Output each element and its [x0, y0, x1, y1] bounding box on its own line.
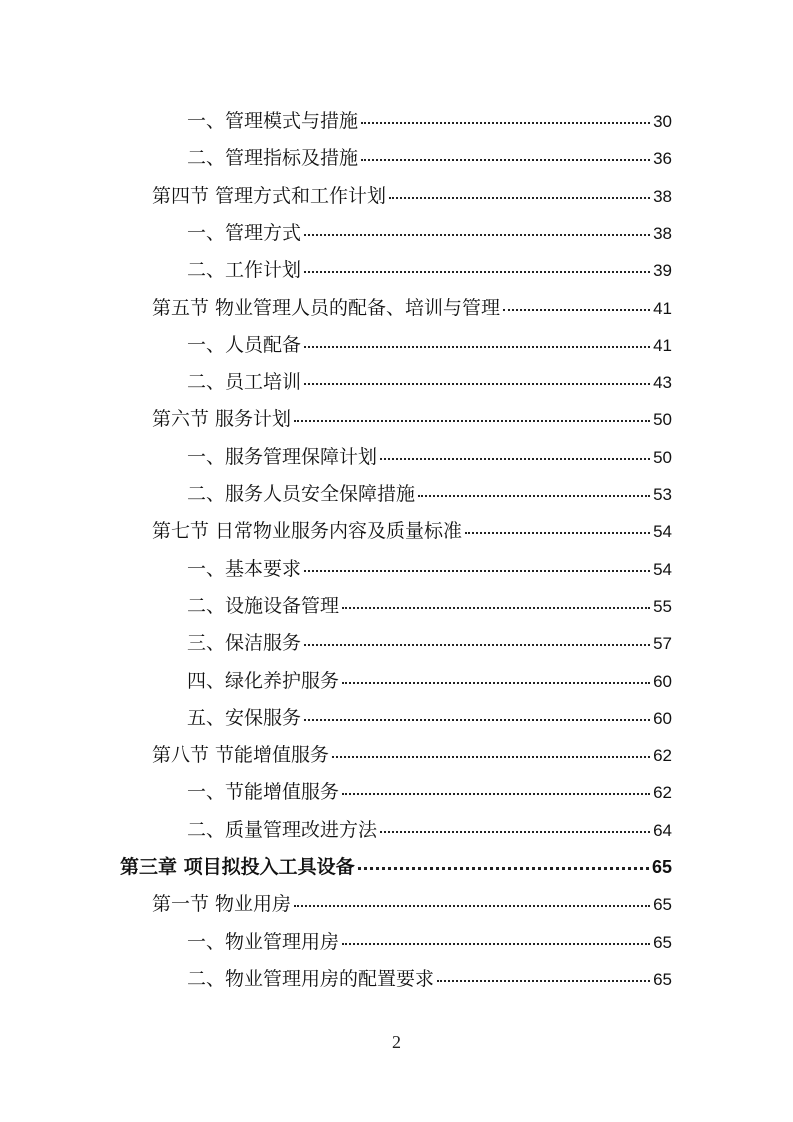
toc-entry-page: 65 [651, 857, 672, 877]
toc-entry[interactable] [187, 255, 672, 283]
dot-leader [380, 828, 650, 833]
dot-leader [304, 343, 650, 348]
toc-entry[interactable] [187, 330, 672, 358]
toc-entry-page: 39 [653, 261, 672, 280]
toc-entry-title: 一、节能增值服务 [187, 781, 340, 803]
toc-entry-page: 60 [653, 709, 672, 728]
toc-entry-page: 65 [653, 895, 672, 914]
dot-leader [437, 977, 650, 982]
dot-leader [304, 231, 650, 236]
toc-entry-title: 二、物业管理用房的配置要求 [187, 968, 435, 990]
dot-leader [465, 529, 650, 534]
toc-entry-page: 41 [653, 336, 672, 355]
dot-leader [342, 679, 650, 684]
toc-entry-title: 二、设施设备管理 [187, 595, 340, 617]
dot-leader [304, 268, 650, 273]
toc-entry[interactable] [120, 852, 672, 880]
toc-entry-title: 一、人员配备 [187, 334, 302, 356]
dot-leader [294, 902, 650, 907]
toc-entry[interactable] [152, 740, 672, 768]
dot-leader [503, 306, 650, 311]
dot-leader [304, 380, 650, 385]
toc-entry-title: 一、管理模式与措施 [187, 110, 359, 132]
dot-leader [361, 119, 650, 124]
toc-entry-title: 二、管理指标及措施 [187, 147, 359, 169]
toc-entry[interactable] [187, 143, 672, 171]
toc-entry[interactable] [187, 927, 672, 955]
toc-entry-title: 二、质量管理改进方法 [187, 819, 378, 841]
toc-entry[interactable] [187, 628, 672, 656]
toc-entry-page: 36 [653, 149, 672, 168]
dot-leader [418, 492, 650, 497]
dot-leader [342, 604, 650, 609]
toc-entry-title: 一、服务管理保障计划 [187, 446, 378, 468]
page-number: 2 [392, 1032, 401, 1052]
toc-entry[interactable] [152, 293, 672, 321]
toc-entry-title: 四、绿化养护服务 [187, 670, 340, 692]
toc-entry-page: 43 [653, 373, 672, 392]
toc-entry[interactable] [152, 516, 672, 544]
toc-entry-page: 64 [653, 821, 672, 840]
toc-entry[interactable] [187, 442, 672, 470]
toc-entry[interactable] [152, 404, 672, 432]
toc-entry-title: 一、基本要求 [187, 558, 302, 580]
toc-entry-page: 41 [653, 299, 672, 318]
dot-leader [342, 790, 650, 795]
toc-entry-title: 第六节 服务计划 [152, 408, 292, 430]
dot-leader [304, 716, 650, 721]
toc-entry-title: 二、工作计划 [187, 259, 302, 281]
dot-leader [389, 194, 650, 199]
toc-entry[interactable] [187, 367, 672, 395]
toc-entry[interactable] [187, 964, 672, 992]
toc-entry[interactable] [152, 181, 672, 209]
toc-entry-title: 第五节 物业管理人员的配备、培训与管理 [152, 297, 501, 319]
dot-leader [304, 567, 650, 572]
toc-entry-page: 65 [653, 933, 672, 952]
toc-entry-page: 53 [653, 485, 672, 504]
dot-leader [358, 864, 649, 870]
dot-leader [294, 417, 650, 422]
toc-entry-page: 62 [653, 746, 672, 765]
toc-entry-title: 第三章 项目拟投入工具设备 [120, 856, 355, 878]
toc-entry[interactable] [187, 218, 672, 246]
toc-entry-title: 一、管理方式 [187, 222, 302, 244]
toc-entry-title: 二、员工培训 [187, 371, 302, 393]
toc-entry-page: 57 [653, 634, 672, 653]
dot-leader [304, 641, 650, 646]
toc-entry[interactable] [152, 889, 672, 917]
dot-leader [342, 940, 650, 945]
toc-entry-title: 二、服务人员安全保障措施 [187, 483, 416, 505]
dot-leader [361, 156, 650, 161]
toc-entry-page: 50 [653, 448, 672, 467]
toc-entry[interactable] [187, 815, 672, 843]
toc-entry-title: 五、安保服务 [187, 707, 302, 729]
toc-entry[interactable] [187, 106, 672, 134]
toc-entry-page: 65 [653, 970, 672, 989]
toc-entry-title: 第一节 物业用房 [152, 893, 292, 915]
toc-entry[interactable] [187, 666, 672, 694]
toc-entry-page: 30 [653, 112, 672, 131]
toc-entry-page: 38 [653, 224, 672, 243]
toc-entry-title: 三、保洁服务 [187, 632, 302, 654]
toc-entry-page: 38 [653, 187, 672, 206]
toc-entry-page: 54 [653, 522, 672, 541]
dot-leader [380, 455, 650, 460]
toc-entry-page: 54 [653, 560, 672, 579]
toc-entry-title: 第七节 日常物业服务内容及质量标准 [152, 520, 463, 542]
toc-entry-page: 55 [653, 597, 672, 616]
dot-leader [332, 753, 650, 758]
toc-entry-title: 第四节 管理方式和工作计划 [152, 185, 387, 207]
toc-entry[interactable] [187, 777, 672, 805]
toc-entry-page: 60 [653, 672, 672, 691]
toc-entry[interactable] [187, 554, 672, 582]
toc-entry-page: 62 [653, 783, 672, 802]
toc-entry-title: 一、物业管理用房 [187, 931, 340, 953]
toc-entry-title: 第八节 节能增值服务 [152, 744, 330, 766]
toc-entry[interactable] [187, 703, 672, 731]
toc-entry[interactable] [187, 479, 672, 507]
toc-entry-page: 50 [653, 410, 672, 429]
toc-entry[interactable] [187, 591, 672, 619]
